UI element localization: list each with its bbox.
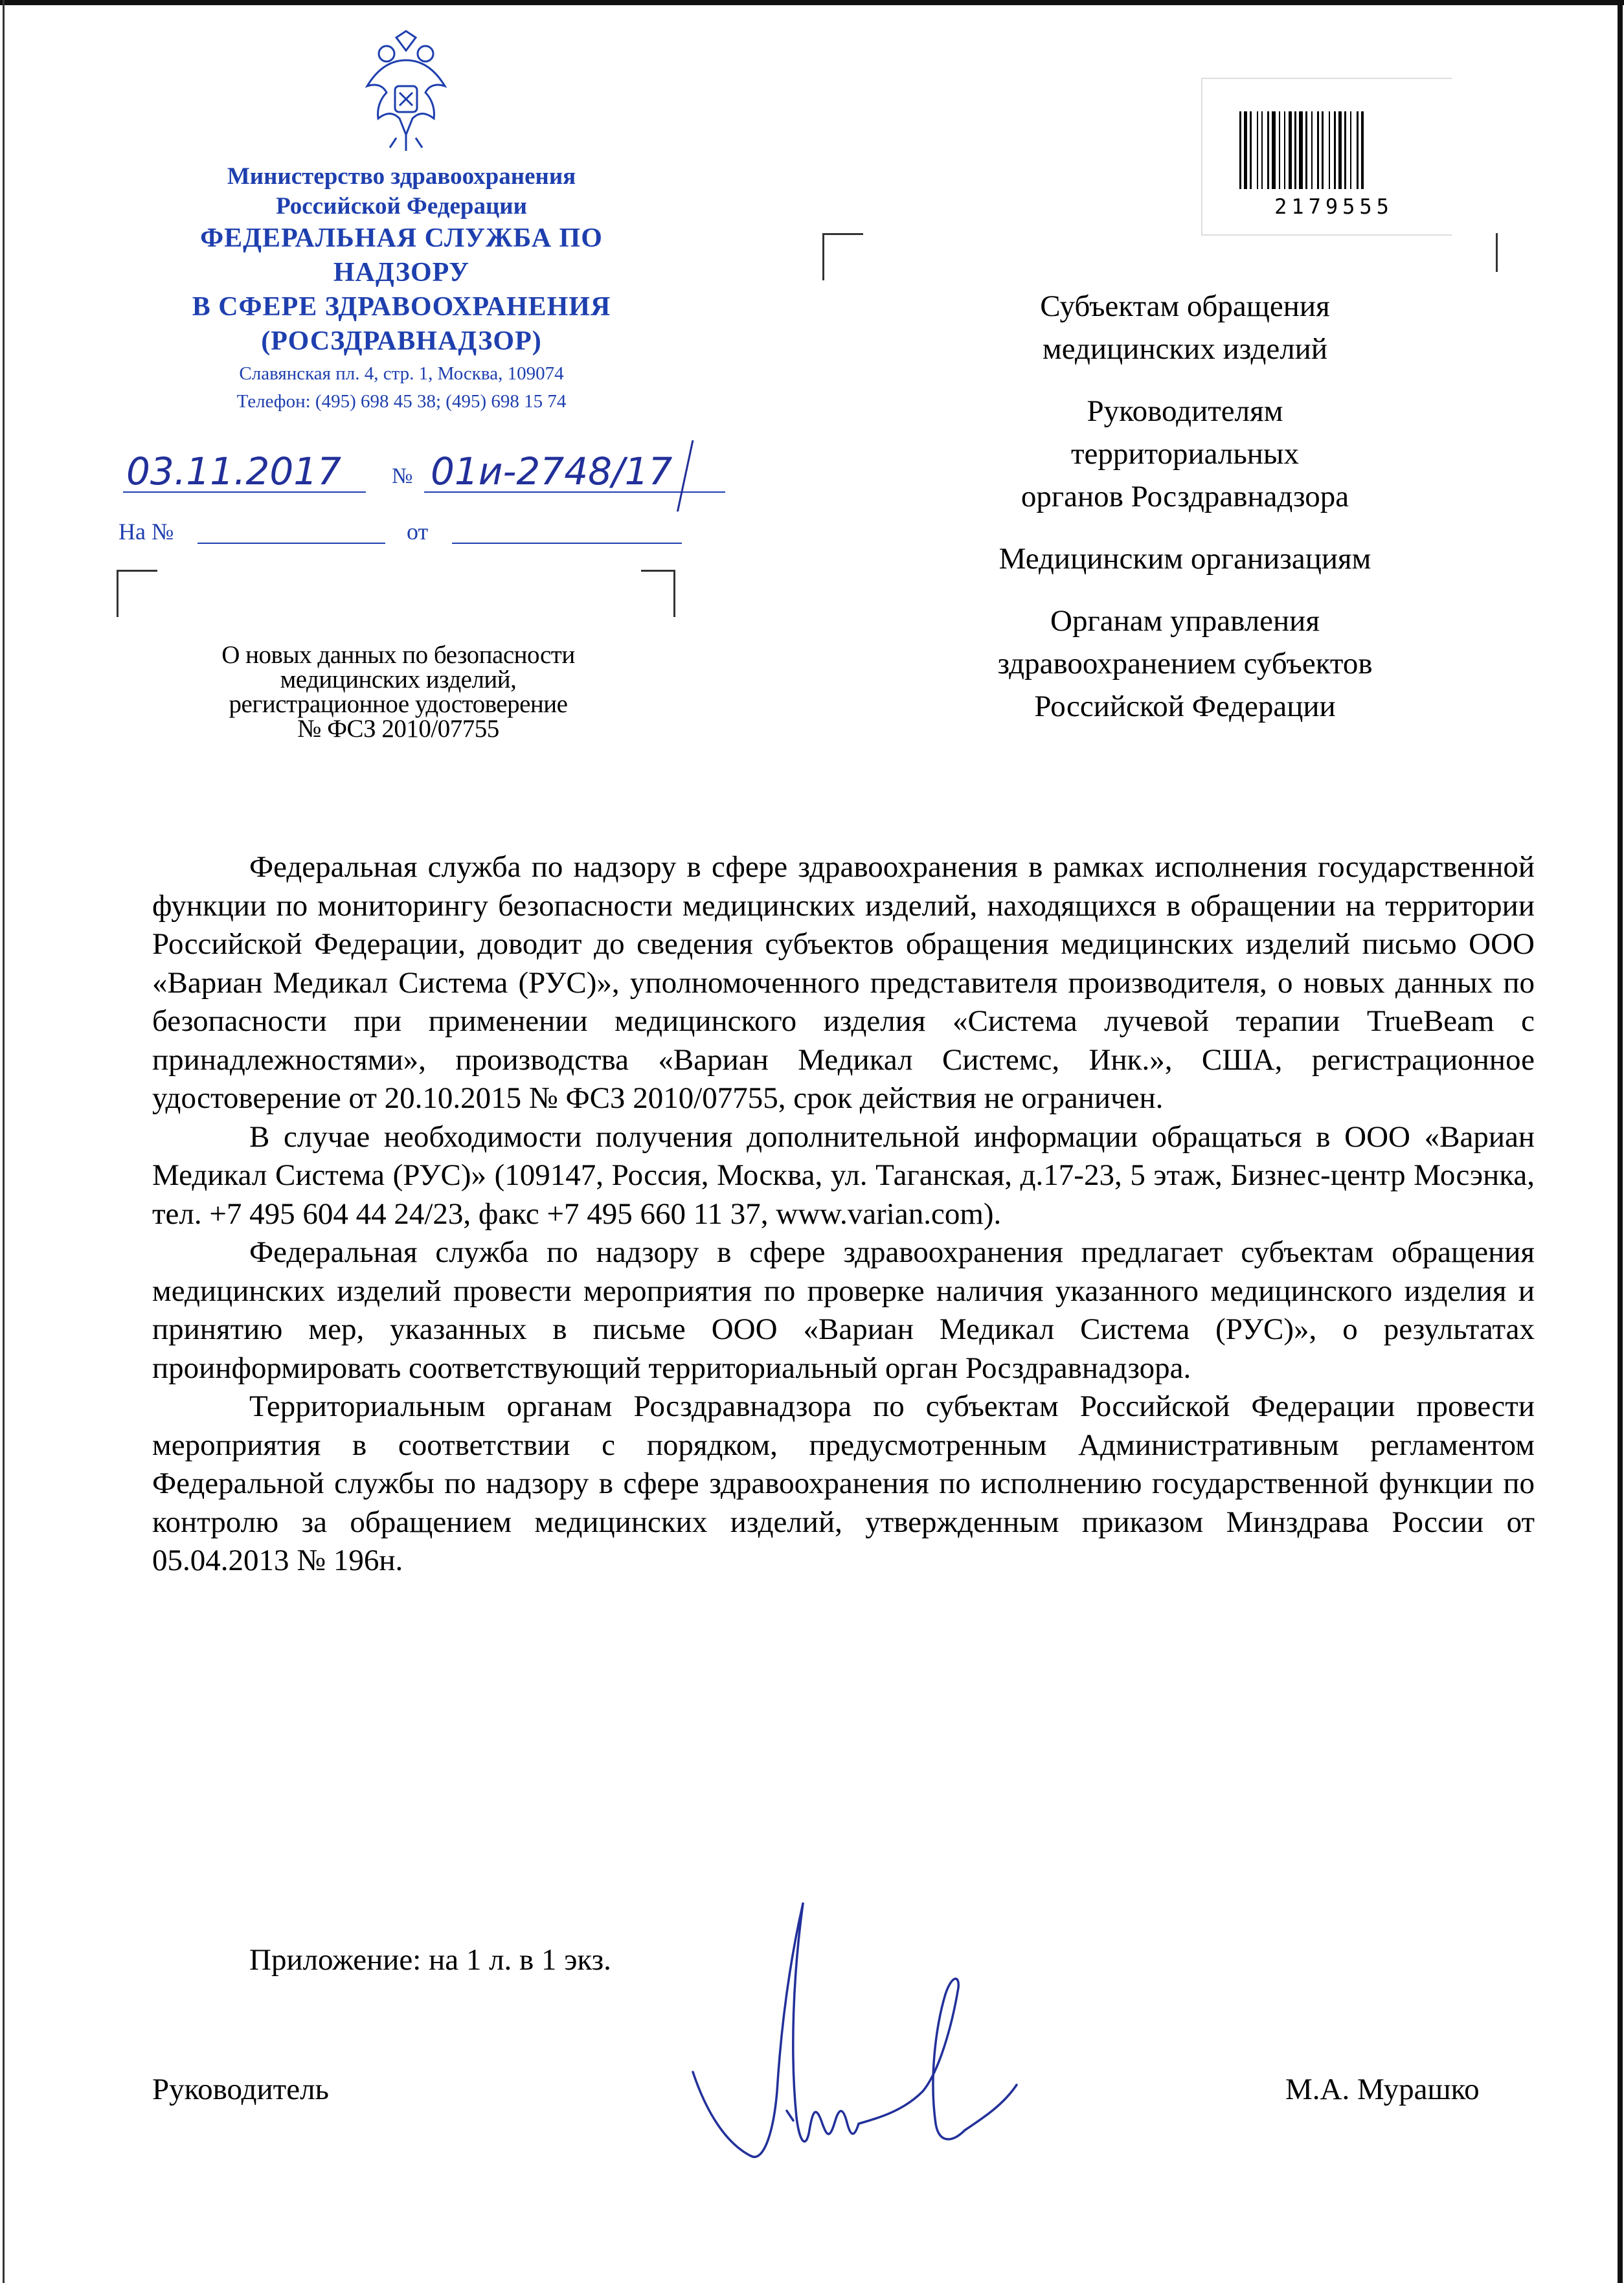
ministry-line-1: Министерство здравоохранения	[227, 163, 576, 190]
barcode-number: 2179555	[1274, 194, 1393, 219]
reply-ref-date-line	[452, 543, 682, 544]
addressee-line: Руководителям	[1087, 394, 1283, 428]
ministry-name	[188, 162, 615, 221]
subject-line-2: медицинских изделий,	[280, 666, 517, 693]
addressee-line: органов Росздравнадзора	[1021, 480, 1349, 513]
scan-edge-left	[3, 0, 5, 2283]
reply-reference	[118, 518, 688, 550]
service-line-2: В СФЕРЕ ЗДРАВООХРАНЕНИЯ	[192, 292, 611, 322]
signer-role: Руководитель	[152, 2073, 329, 2106]
scan-edge-right	[1618, 0, 1623, 2283]
body-paragraph: Федеральная служба по надзору в сфере здравоохранения в рамках исполнения государственной функции по мониторингу безопасности медицинских изделий, находящихся в обращении на территории Российской Федерации, доводит до сведения субъектов обращения медицинских изделий письмо ООО «Вариан Медикал Система (РУС)», уполномоченного представителя производителя, о новых данных по безопасности при применении медицинского изделия «Система лучевой терапии TrueBeam с принадлежностями», производства «Вариан Медикал Системс, Инк.», США, регистрационное удостоверение от 20.10.2015 № ФСЗ 2010/07755, срок действия не ограничен.	[152, 850, 1535, 1115]
addressee-line: здравоохранением субъектов	[997, 647, 1373, 680]
addressee-block	[894, 600, 1476, 728]
ministry-line-2: Российской Федерации	[276, 193, 527, 219]
reply-ref-from-label: от	[407, 519, 429, 545]
service-name	[142, 221, 660, 359]
addressee-line: медицинских изделий	[1042, 332, 1327, 366]
addressee-bracket-right	[1463, 233, 1498, 272]
addressee-block	[894, 537, 1476, 580]
addressee-line: территориальных	[1070, 437, 1300, 471]
addressee-block	[894, 285, 1476, 370]
subject-bracket-left	[117, 570, 157, 617]
registration-line	[87, 440, 735, 512]
service-line-1: ФЕДЕРАЛЬНАЯ СЛУЖБА ПО НАДЗОРУ	[200, 223, 603, 287]
subject-line-4: № ФСЗ 2010/07755	[297, 715, 499, 743]
subject-bracket-right	[641, 570, 675, 617]
appendix-note: Приложение: на 1 л. в 1 экз.	[249, 1943, 611, 1977]
addressee-line: Российской Федерации	[1034, 690, 1336, 723]
addressee-line: Органам управления	[1050, 604, 1320, 638]
subject-line-1: О новых данных по безопасности	[221, 641, 575, 669]
letter-subject	[123, 643, 673, 741]
reply-ref-label: На №	[118, 519, 174, 545]
service-line-3: (РОСЗДРАВНАДЗОР)	[261, 326, 542, 356]
addressee-bracket-left	[822, 233, 863, 280]
coat-of-arms-emblem-icon	[351, 25, 461, 154]
barcode-icon	[1238, 111, 1432, 194]
scan-edge-top	[0, 0, 1624, 5]
address-line-2: Телефон: (495) 698 45 38; (495) 698 15 74	[236, 391, 567, 412]
addressee-line: Медицинским организациям	[998, 542, 1371, 576]
body-paragraph: Федеральная служба по надзору в сфере здравоохранения предлагает субъектам обращения медицинских изделий провести мероприятия по проверке наличия указанного медицинского изделия и принятию мер, указанных в письме ООО «Вариан Медикал Система (РУС)», о результатах проинформировать соответствующий территориальный орган Росздравнадзора.	[152, 1235, 1535, 1385]
signer-name: М.А. Мурашко	[1285, 2073, 1480, 2106]
registration-number: 01и-2748/17	[431, 449, 673, 493]
addressee-line: Субъектам обращения	[1040, 289, 1330, 323]
registration-date: 03.11.2017	[126, 449, 342, 493]
body-paragraph: В случае необходимости получения дополнительной информации обращаться в ООО «Вариан Медикал Система (РУС)» (109147, Россия, Москва, ул. Таганская, д.17-23, 5 этаж, Бизнес-центр Мосэнка, тел. +7 495 604 44 24/23, факс +7 495 660 11 37, www.varian.com).	[152, 1119, 1535, 1231]
letter-body	[152, 848, 1535, 1580]
address-line-1: Славянская пл. 4, стр. 1, Москва, 109074	[239, 363, 564, 384]
body-paragraph: Территориальным органам Росздравнадзора по субъектам Российской Федерации провести мероприятия в соответствии с порядком, предусмотренным Административным регламентом Федеральной службы по надзору в сфере здравоохранения по исполнению государственной функции по контролю за обращением медицинских изделий, утвержденным приказом Минздрава России от 05.04.2013 № 196н.	[152, 1389, 1535, 1577]
signature-image	[680, 1897, 1043, 2182]
addressee-block	[894, 390, 1476, 518]
reply-ref-number-line	[197, 543, 385, 544]
registration-number-sign: №	[392, 464, 413, 488]
addressee-list	[894, 285, 1476, 747]
service-address	[149, 360, 654, 416]
subject-line-3: регистрационное удостоверение	[229, 690, 568, 718]
